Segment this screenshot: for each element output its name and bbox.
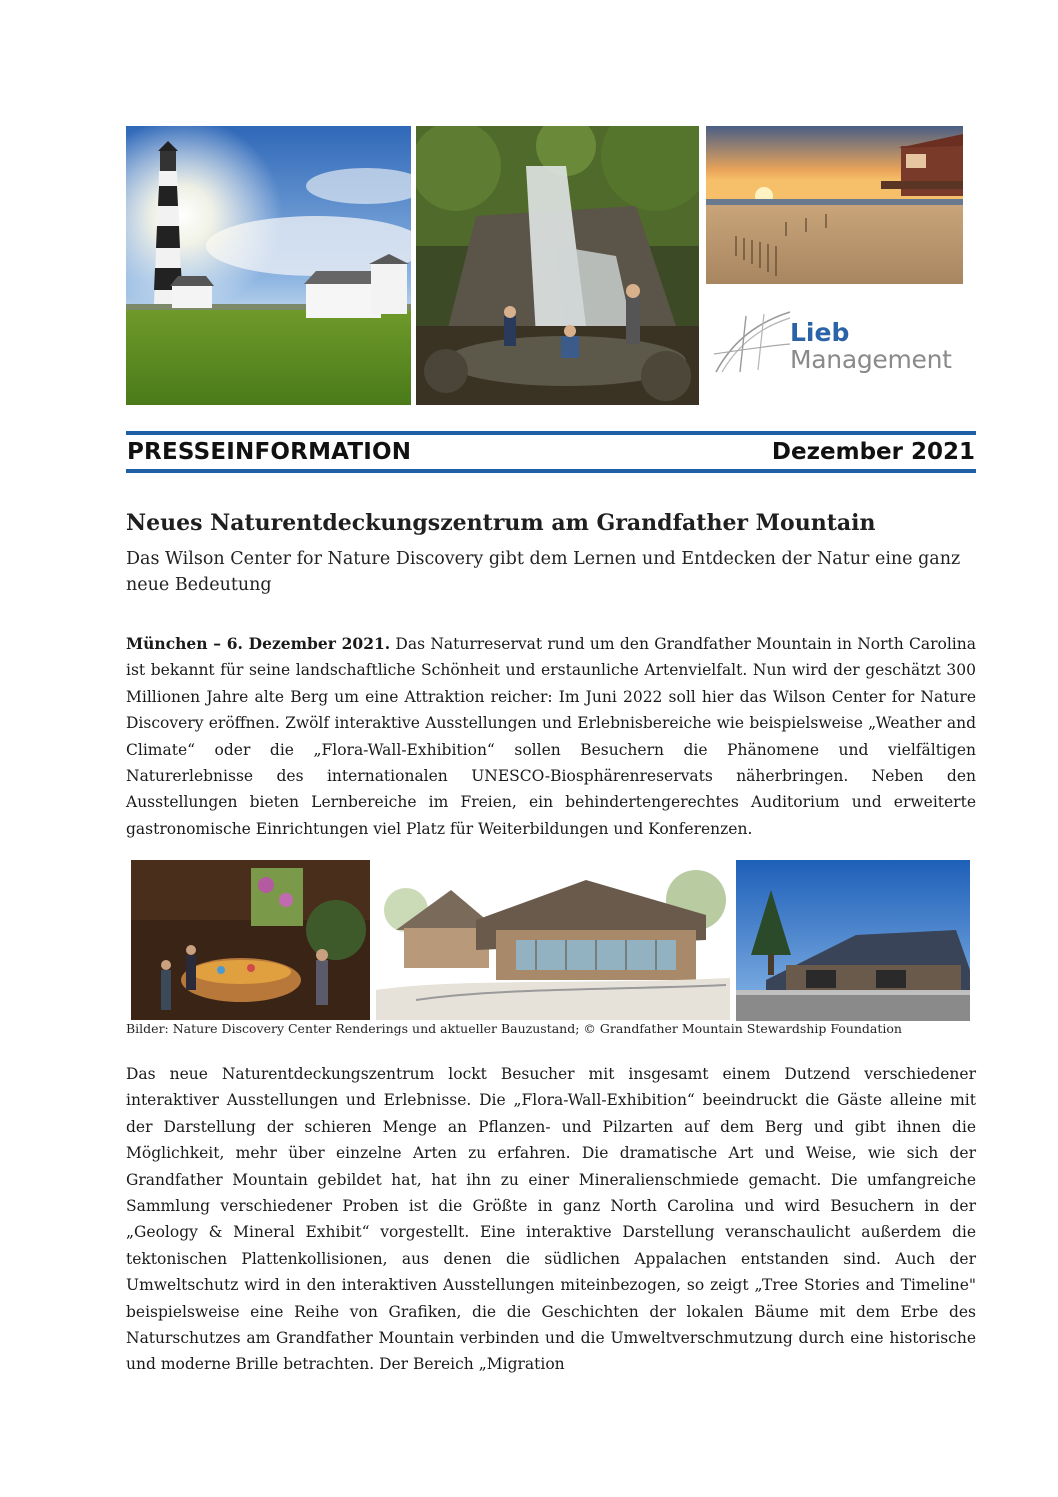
waterfall-photo <box>416 126 699 405</box>
dateline: München – 6. Dezember 2021. <box>126 634 391 653</box>
subheadline: Das Wilson Center for Nature Discovery gibt dem Lernen und Entdecken der Natur eine ganz neue Bedeutung <box>126 549 961 595</box>
headline: Neues Naturentdeckungszentrum am Grandfather Mountain <box>126 510 876 536</box>
header-rule-bottom <box>126 469 976 473</box>
body-paragraph: Das neue Naturentdeckungszentrum lockt Besucher mit insgesamt einem Dutzend verschiedener interaktiver Ausstellungen und Erlebnisse. Die „Flora-Wall-Exhibition“ beeindruckt die Gäste alleine mit der Darstellung der schieren Menge an Pflanzen- und Pilzarten auf dem Berg und gibt ihnen die Möglichkeit, mehr über einzelne Arten zu erfahren. Die dramatische Art und Weise, wie sich der Grandfather Mountain gebildet hat, hat ihn zu einer Mineralienschmiede gemacht. Die umfangreiche Sammlung verschiedener Proben ist die Größte in ganz North Carolina und wird Besuchern in der „Geology & Mineral Exhibit“ vorgestellt. Eine interaktive Darstellung veranschaulicht außerdem die tektonischen Plattenkollisionen, aus denen die südlichen Appalachen entstanden sind. Auch der Umweltschutz wird in den interaktiven Ausstellungen miteinbezogen, so zeigt „Tree Stories and Timeline" beispielsweise eine Reihe von Grafiken, die die Geschichten der lokalen Bäume mit dem Erbe des Naturschutzes am Grandfather Mountain verbinden und die Umweltverschmutzung durch eine historische und moderne Brille betrachten. Der Bereich „Migration <box>126 1065 976 1374</box>
header-rule-top <box>126 431 976 435</box>
lighthouse-photo <box>126 126 411 405</box>
intro-text: Das Naturreservat rund um den Grandfather Mountain in North Carolina ist bekannt für seine landschaftliche Schönheit und erstaunliche Artenvielfalt. Nun wird der geschätzt 300 Millionen Jahre alte Berg um eine Attraktion reicher: Im Juni 2022 soll hier das Wilson Center for Nature Discovery eröffnen. Zwölf interaktive Ausstellungen und Erlebnisbereiche wie beispielsweise „Weather and Climate“ oder die „Flora-Wall-Exhibition“ sollen Besuchern die Phänomene und vielfältigen Naturerlebnisse des internationalen UNESCO-Biosphärenreservats näherbringen. Neben den Ausstellungen bieten Lernbereiche im Freien, ein behindertengerechtes Auditorium und erweiterte gastronomische Einrichtungen viel Platz für Weiterbildungen und Konferenzen. <box>126 635 976 838</box>
press-label: PRESSEINFORMATION <box>127 439 412 465</box>
image-caption: Bilder: Nature Discovery Center Renderings und aktueller Bauzustand; © Grandfather Mountain Stewardship Foundation <box>126 1021 902 1036</box>
logo-management-text: Management <box>790 345 952 374</box>
beach-sunset-photo <box>706 126 963 284</box>
building-sketch-photo <box>376 860 730 1020</box>
intro-paragraph <box>126 631 976 842</box>
construction-photo <box>736 860 970 1021</box>
press-date: Dezember 2021 <box>771 439 975 465</box>
exhibit-rendering-photo <box>131 860 370 1020</box>
lieb-logo-icon <box>712 306 792 376</box>
logo-lieb-text: Lieb <box>790 318 850 347</box>
